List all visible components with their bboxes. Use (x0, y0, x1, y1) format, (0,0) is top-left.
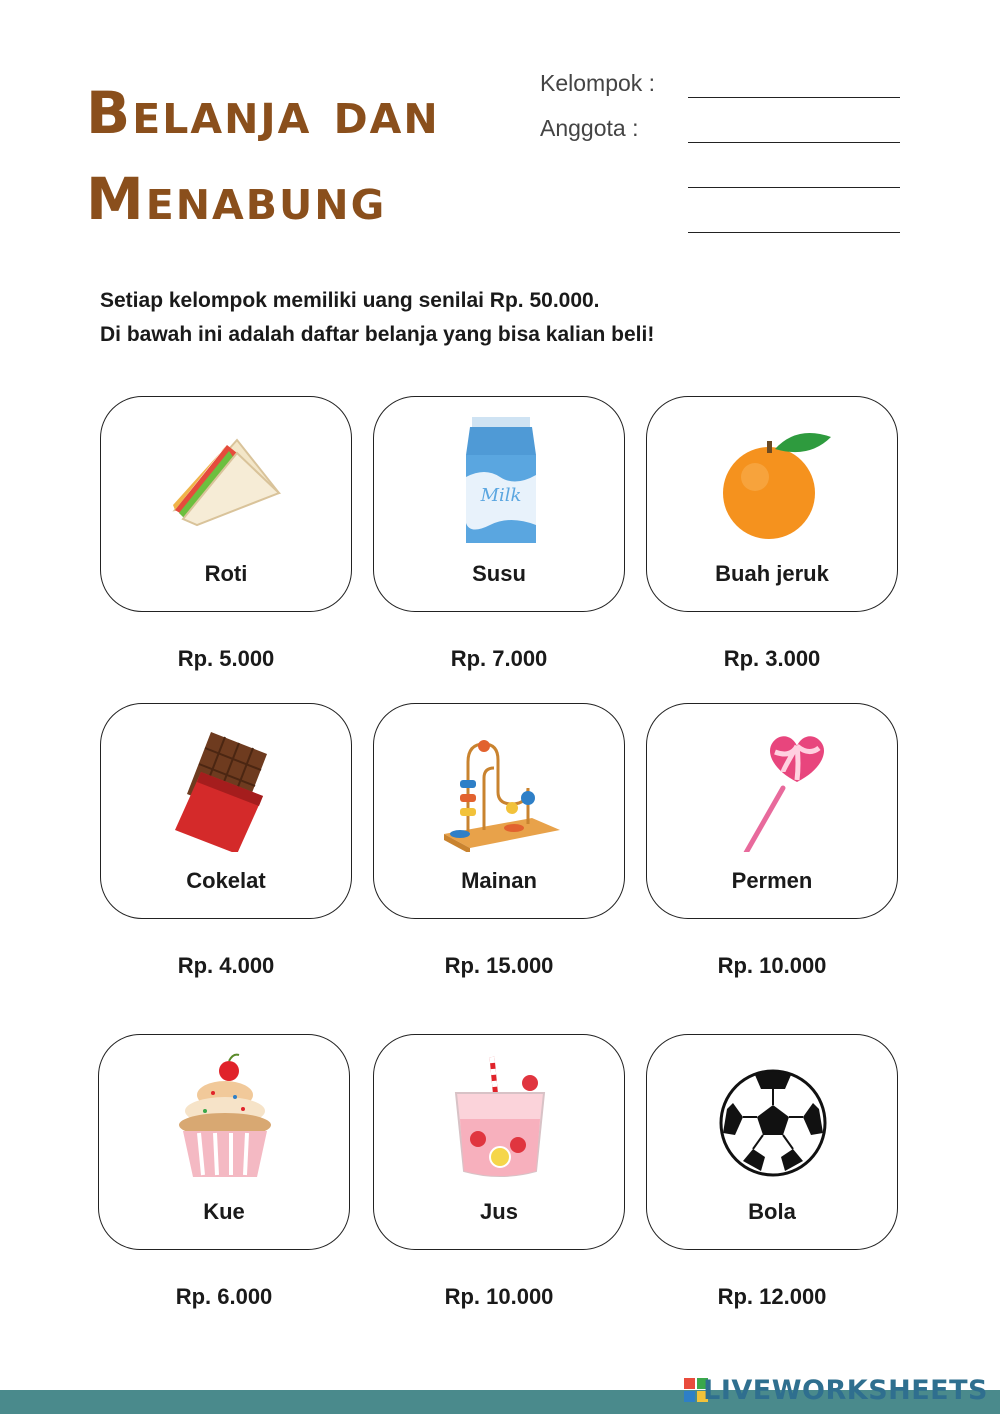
sandwich-icon (167, 415, 287, 545)
kelompok-field[interactable] (688, 97, 900, 98)
instructions (100, 284, 654, 352)
anggota-row-3 (540, 205, 900, 250)
item-name: Kue (203, 1199, 245, 1224)
lollipop-icon (713, 722, 833, 852)
item-card-permen (646, 703, 898, 919)
chocolate-icon (167, 722, 287, 852)
item-name: Roti (204, 561, 248, 586)
item-name: Cokelat (186, 868, 266, 893)
instruction-line-2: Di bawah ini adalah daftar belanja yang bisa kalian beli! (100, 323, 655, 346)
juice-glass-icon (440, 1053, 560, 1183)
item-name: Buah jeruk (715, 561, 829, 586)
item-price-cokelat: Rp. 4.000 (177, 953, 275, 978)
item-card-jus (373, 1034, 625, 1250)
milk-carton-icon (440, 415, 560, 545)
item-name: Permen (731, 868, 813, 893)
anggota-label: Anggota : (540, 115, 639, 141)
item-card-bola (646, 1034, 898, 1250)
worksheet-title (86, 70, 440, 242)
kelompok-row (540, 70, 900, 115)
item-price-jus: Rp. 10.000 (444, 1284, 554, 1309)
anggota-row-2 (540, 160, 900, 205)
anggota-field-3[interactable] (688, 232, 900, 233)
item-name: Mainan (461, 868, 537, 893)
item-card-buah-jeruk (646, 396, 898, 612)
soccer-ball-icon (713, 1053, 833, 1183)
anggota-field-2[interactable] (688, 187, 900, 188)
kelompok-label: Kelompok : (540, 70, 656, 96)
anggota-row (540, 115, 900, 160)
anggota-field-1[interactable] (688, 142, 900, 143)
item-card-mainan (373, 703, 625, 919)
svg-text:Milk: Milk (480, 485, 522, 506)
instruction-line-1: Setiap kelompok memiliki uang senilai Rp. 50.000. (100, 289, 600, 312)
item-price-kue: Rp. 6.000 (175, 1284, 273, 1309)
item-name: Bola (748, 1199, 796, 1224)
item-price-susu: Rp. 7.000 (450, 646, 548, 671)
item-card-roti (100, 396, 352, 612)
title-line-2: Menabung (86, 165, 387, 233)
item-price-mainan: Rp. 15.000 (444, 953, 554, 978)
item-price-roti: Rp. 5.000 (177, 646, 275, 671)
orange-icon (713, 415, 833, 545)
item-card-cokelat (100, 703, 352, 919)
item-price-buah-jeruk: Rp. 3.000 (723, 646, 821, 671)
title-line-1: Belanja dan (86, 79, 440, 147)
item-name: Jus (480, 1199, 518, 1224)
item-card-kue (98, 1034, 350, 1250)
item-price-bola: Rp. 12.000 (717, 1284, 827, 1309)
item-price-permen: Rp. 10.000 (717, 953, 827, 978)
bead-maze-toy-icon (440, 722, 560, 852)
item-card-susu (373, 396, 625, 612)
item-name: Susu (472, 561, 526, 586)
liveworksheets-brand[interactable]: LIVEWORKSHEETS (703, 1375, 988, 1406)
cupcake-icon (165, 1053, 285, 1183)
group-info (540, 70, 900, 250)
